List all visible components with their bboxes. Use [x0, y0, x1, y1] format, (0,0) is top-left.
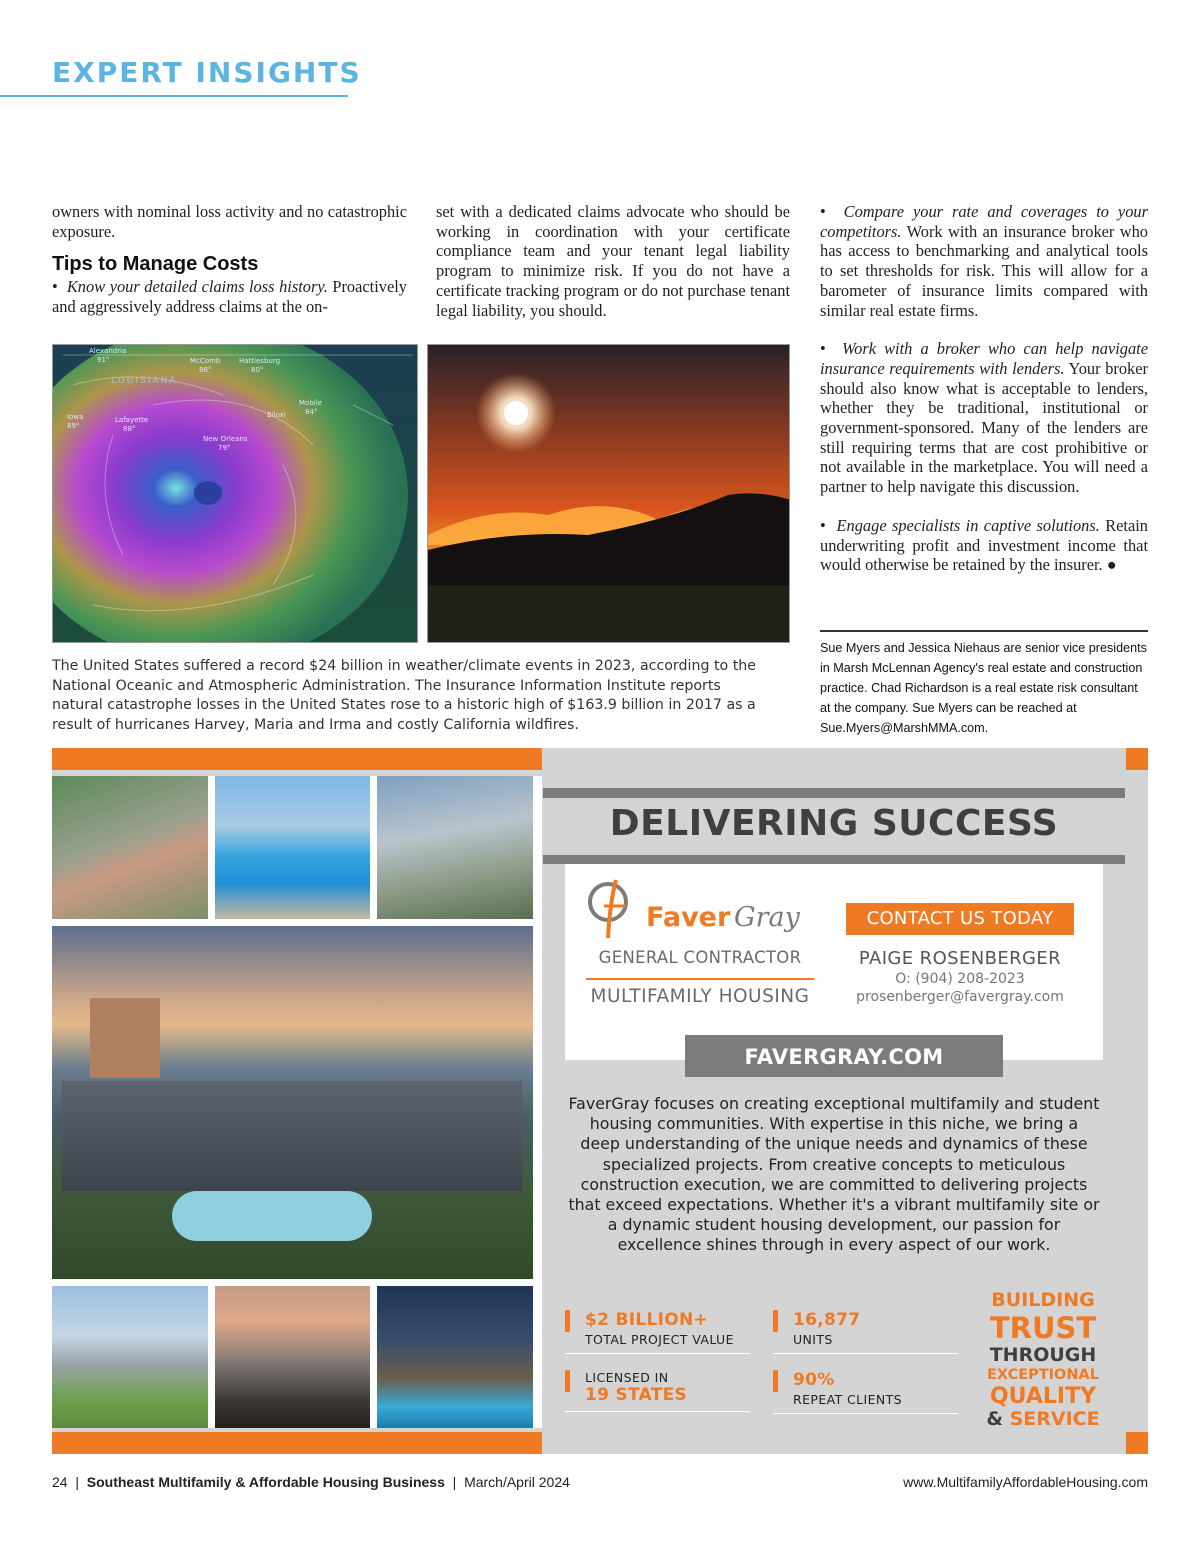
ad-photo-resort-pool	[172, 1191, 372, 1241]
map-temp-mobile: 84°	[305, 408, 318, 416]
ad-photo-pool	[215, 776, 370, 919]
ad-photo-buildings	[62, 1081, 522, 1191]
favergray-logo-icon	[586, 872, 826, 942]
stat-units	[773, 1310, 958, 1354]
stat-marker	[565, 1370, 570, 1392]
tips-heading: Tips to Manage Costs	[52, 253, 259, 276]
article-column-2	[436, 202, 790, 320]
slogan-line: QUALITY	[989, 1383, 1097, 1409]
ad-orange-square-top	[1126, 748, 1148, 770]
page-number: 24	[52, 1474, 68, 1490]
article-column-1	[52, 202, 407, 317]
map-temp-iowa: 89°	[67, 422, 80, 430]
stat-label: REPEAT CLIENTS	[793, 1392, 903, 1407]
wildfire-photo	[427, 344, 790, 643]
map-temp-mccomb: 86°	[199, 366, 212, 374]
stat-label: LICENSED IN	[585, 1370, 669, 1385]
map-label-mobile: Mobile	[299, 399, 322, 407]
col3-bullet-3	[820, 516, 1148, 575]
col1-bullet	[52, 277, 407, 316]
ad-body-text: FaverGray focuses on creating exceptional multifamily and student housing communities. With expertise in this niche, we bring a deep understanding of the unique needs and dynamics of these specialized projects. From creative concepts to meticulous construction execution, we are committed to delivering projects that exceed expectations. Whether it's a vibrant multifamily site or a dynamic student housing development, our passion for excellence shines through in every aspect of our work.	[568, 1094, 1100, 1255]
map-label-mccomb: McComb	[190, 357, 221, 365]
stat-big: $2 BILLION+	[585, 1310, 709, 1330]
footer-website[interactable]: www.MultifamilyAffordableHousing.com	[903, 1474, 1148, 1490]
stat-big: 19 STATES	[585, 1385, 688, 1405]
ad-photo-resort-aerial	[52, 926, 533, 1279]
slogan-line: BUILDING	[991, 1289, 1095, 1311]
stat-label: TOTAL PROJECT VALUE	[585, 1332, 734, 1347]
col3-bullet-3-text: Retain underwriting profit and investment income that would otherwise be retained by the insurer.	[820, 515, 1148, 575]
col3-bullet-1-text: Work with an insurance broker who has access to benchmarking and analytical tools to set thresholds for risk. This will allow for a barometer of insurance limits compared with similar real estate firms.	[820, 221, 1148, 320]
ad-photo-tower	[90, 998, 160, 1078]
publication-name: Southeast Multifamily & Affordable Housing Business	[86, 1474, 445, 1490]
contact-us-button[interactable]: CONTACT US TODAY	[846, 903, 1074, 935]
section-title-underline	[0, 95, 348, 97]
issue-date: March/April 2024	[464, 1474, 570, 1490]
stat-underline	[773, 1413, 958, 1414]
map-label-lafayette: Lafayette	[115, 416, 149, 424]
col1-bullet-lead: Know your detailed claims loss history.	[66, 277, 328, 297]
col3-bullet-2-text: Your broker should also know what is acceptable to lenders, whether they be traditional, institutional or government-sponsored. Many of the lenders are still requiring terms that are cost prohibitive or not available in the marketplace. You will need a partner to help navigate this discussion.	[820, 358, 1148, 497]
bio-divider	[820, 630, 1148, 632]
wildfire-graphic	[428, 345, 790, 643]
slogan-line: TRUST	[989, 1310, 1097, 1345]
ad-headline: DELIVERING SUCCESS	[609, 803, 1059, 844]
stat-label: UNITS	[793, 1332, 833, 1347]
stat-marker	[773, 1370, 778, 1392]
col3-bullet-2	[820, 339, 1148, 497]
ad-orange-bar-bottom	[52, 1432, 542, 1454]
multifamily-label: MULTIFAMILY HOUSING	[590, 986, 810, 1007]
ad-orange-square-bottom	[1126, 1432, 1148, 1454]
map-label-iowa: Iowa	[67, 413, 84, 421]
ad-photo-pool-night	[377, 1286, 533, 1428]
slogan-ampersand: &	[986, 1408, 1003, 1430]
ad-gray-bar-mid	[543, 855, 1125, 864]
col3-bullet-1	[820, 202, 1148, 320]
end-mark-icon: ●	[1106, 555, 1117, 575]
page-footer	[52, 1474, 570, 1490]
favergray-logo	[586, 872, 826, 942]
stat-big: 90%	[793, 1370, 835, 1390]
map-temp-lafayette: 88°	[123, 425, 136, 433]
map-label-alexandria: Alexandria	[89, 347, 127, 355]
stat-underline	[565, 1411, 750, 1412]
col3-bullet-1-lead: Compare your rate and coverages to your competitors.	[820, 202, 1148, 241]
stat-marker	[773, 1310, 778, 1332]
col2-paragraph: set with a dedicated claims advocate who should be working in coordination with your certificate compliance team and your tenant legal liability program to minimize risk. If you do not have a certificate tracking program or do not purchase tenant legal liability, you should.	[436, 202, 790, 320]
ad-photo-apartments-dusk	[215, 1286, 370, 1428]
col1-bullet-text: Proactively and aggressively address claims at the on-	[52, 277, 408, 316]
ad-slogan	[968, 1290, 1118, 1431]
ad-photo-apartments-day	[52, 1286, 208, 1428]
ad-photo-aerial-complex	[52, 776, 208, 919]
hurricane-radar-photo	[52, 344, 418, 643]
footer-separator: |	[75, 1474, 79, 1490]
footer-separator: |	[452, 1474, 457, 1490]
map-label-louisiana: LOUISIANA	[111, 376, 178, 386]
logo-divider	[586, 978, 814, 980]
photo-caption: The United States suffered a record $24 billion in weather/climate events in 2023, according to the National Oceanic and Atmospheric Administration. The Insurance Information Institute reports natural catastrophe losses in the United States rose to a historic high of $163.9 billion in 2017 as a result of hurricanes Harvey, Maria and Irma and costly California wildfires.	[52, 658, 756, 733]
stat-total-value	[565, 1310, 750, 1354]
slogan-line: THROUGH	[989, 1344, 1097, 1367]
map-temp-new-orleans: 79°	[218, 444, 231, 452]
contact-phone: O: (904) 208-2023	[895, 971, 1025, 987]
website-link[interactable]: FAVERGRAY.COM	[685, 1035, 1003, 1077]
stat-underline	[565, 1353, 750, 1354]
map-label-new-orleans: New Orleans	[203, 435, 248, 443]
logo-faver-text: Faver	[646, 902, 731, 933]
col1-paragraph: owners with nominal loss activity and no catastrophic exposure.	[52, 202, 407, 241]
logo-gray-text: Gray	[734, 902, 800, 933]
contact-name: PAIGE ROSENBERGER	[858, 948, 1062, 969]
ad-photo-clubhouse	[377, 776, 533, 919]
section-title: EXPERT INSIGHTS	[52, 56, 362, 89]
map-label-hattiesburg: Hattiesburg	[239, 357, 281, 365]
bullet-icon: •	[820, 202, 826, 221]
ad-gray-bar-top	[543, 788, 1125, 798]
bullet-icon: •	[820, 339, 826, 359]
article-column-3	[820, 202, 1148, 575]
col3-bullet-3-lead: Engage specialists in captive solutions.	[836, 515, 1100, 535]
slogan-line: SERVICE	[1009, 1408, 1100, 1430]
slogan-line: EXCEPTIONAL	[987, 1367, 1099, 1384]
hurricane-radar-graphic	[53, 345, 418, 643]
contact-email[interactable]: prosenberger@favergray.com	[856, 989, 1064, 1005]
stat-licensed	[565, 1370, 750, 1412]
map-temp-hattiesburg: 80°	[251, 366, 264, 374]
map-temp-alexandria: 91°	[97, 356, 110, 364]
stat-big: 16,877	[793, 1310, 861, 1330]
ad-orange-bar-top	[52, 748, 542, 770]
col3-bullet-2-lead: Work with a broker who can help navigate insurance requirements with lenders.	[820, 339, 1148, 378]
stat-marker	[565, 1310, 570, 1332]
author-bio: Sue Myers and Jessica Niehaus are senior vice presidents in Marsh McLennan Agency's real estate and construction practice. Chad Richardson is a real estate risk consultant at the company. Sue Myers can be reached at Sue.Myers@MarshMMA.com.	[820, 641, 1147, 735]
map-label-biloxi: Biloxi	[267, 411, 286, 419]
stat-repeat-clients	[773, 1370, 958, 1414]
bullet-icon: •	[820, 515, 826, 535]
stat-underline	[773, 1353, 958, 1354]
general-contractor-label: GENERAL CONTRACTOR	[598, 948, 802, 967]
bullet-icon: •	[52, 277, 58, 297]
